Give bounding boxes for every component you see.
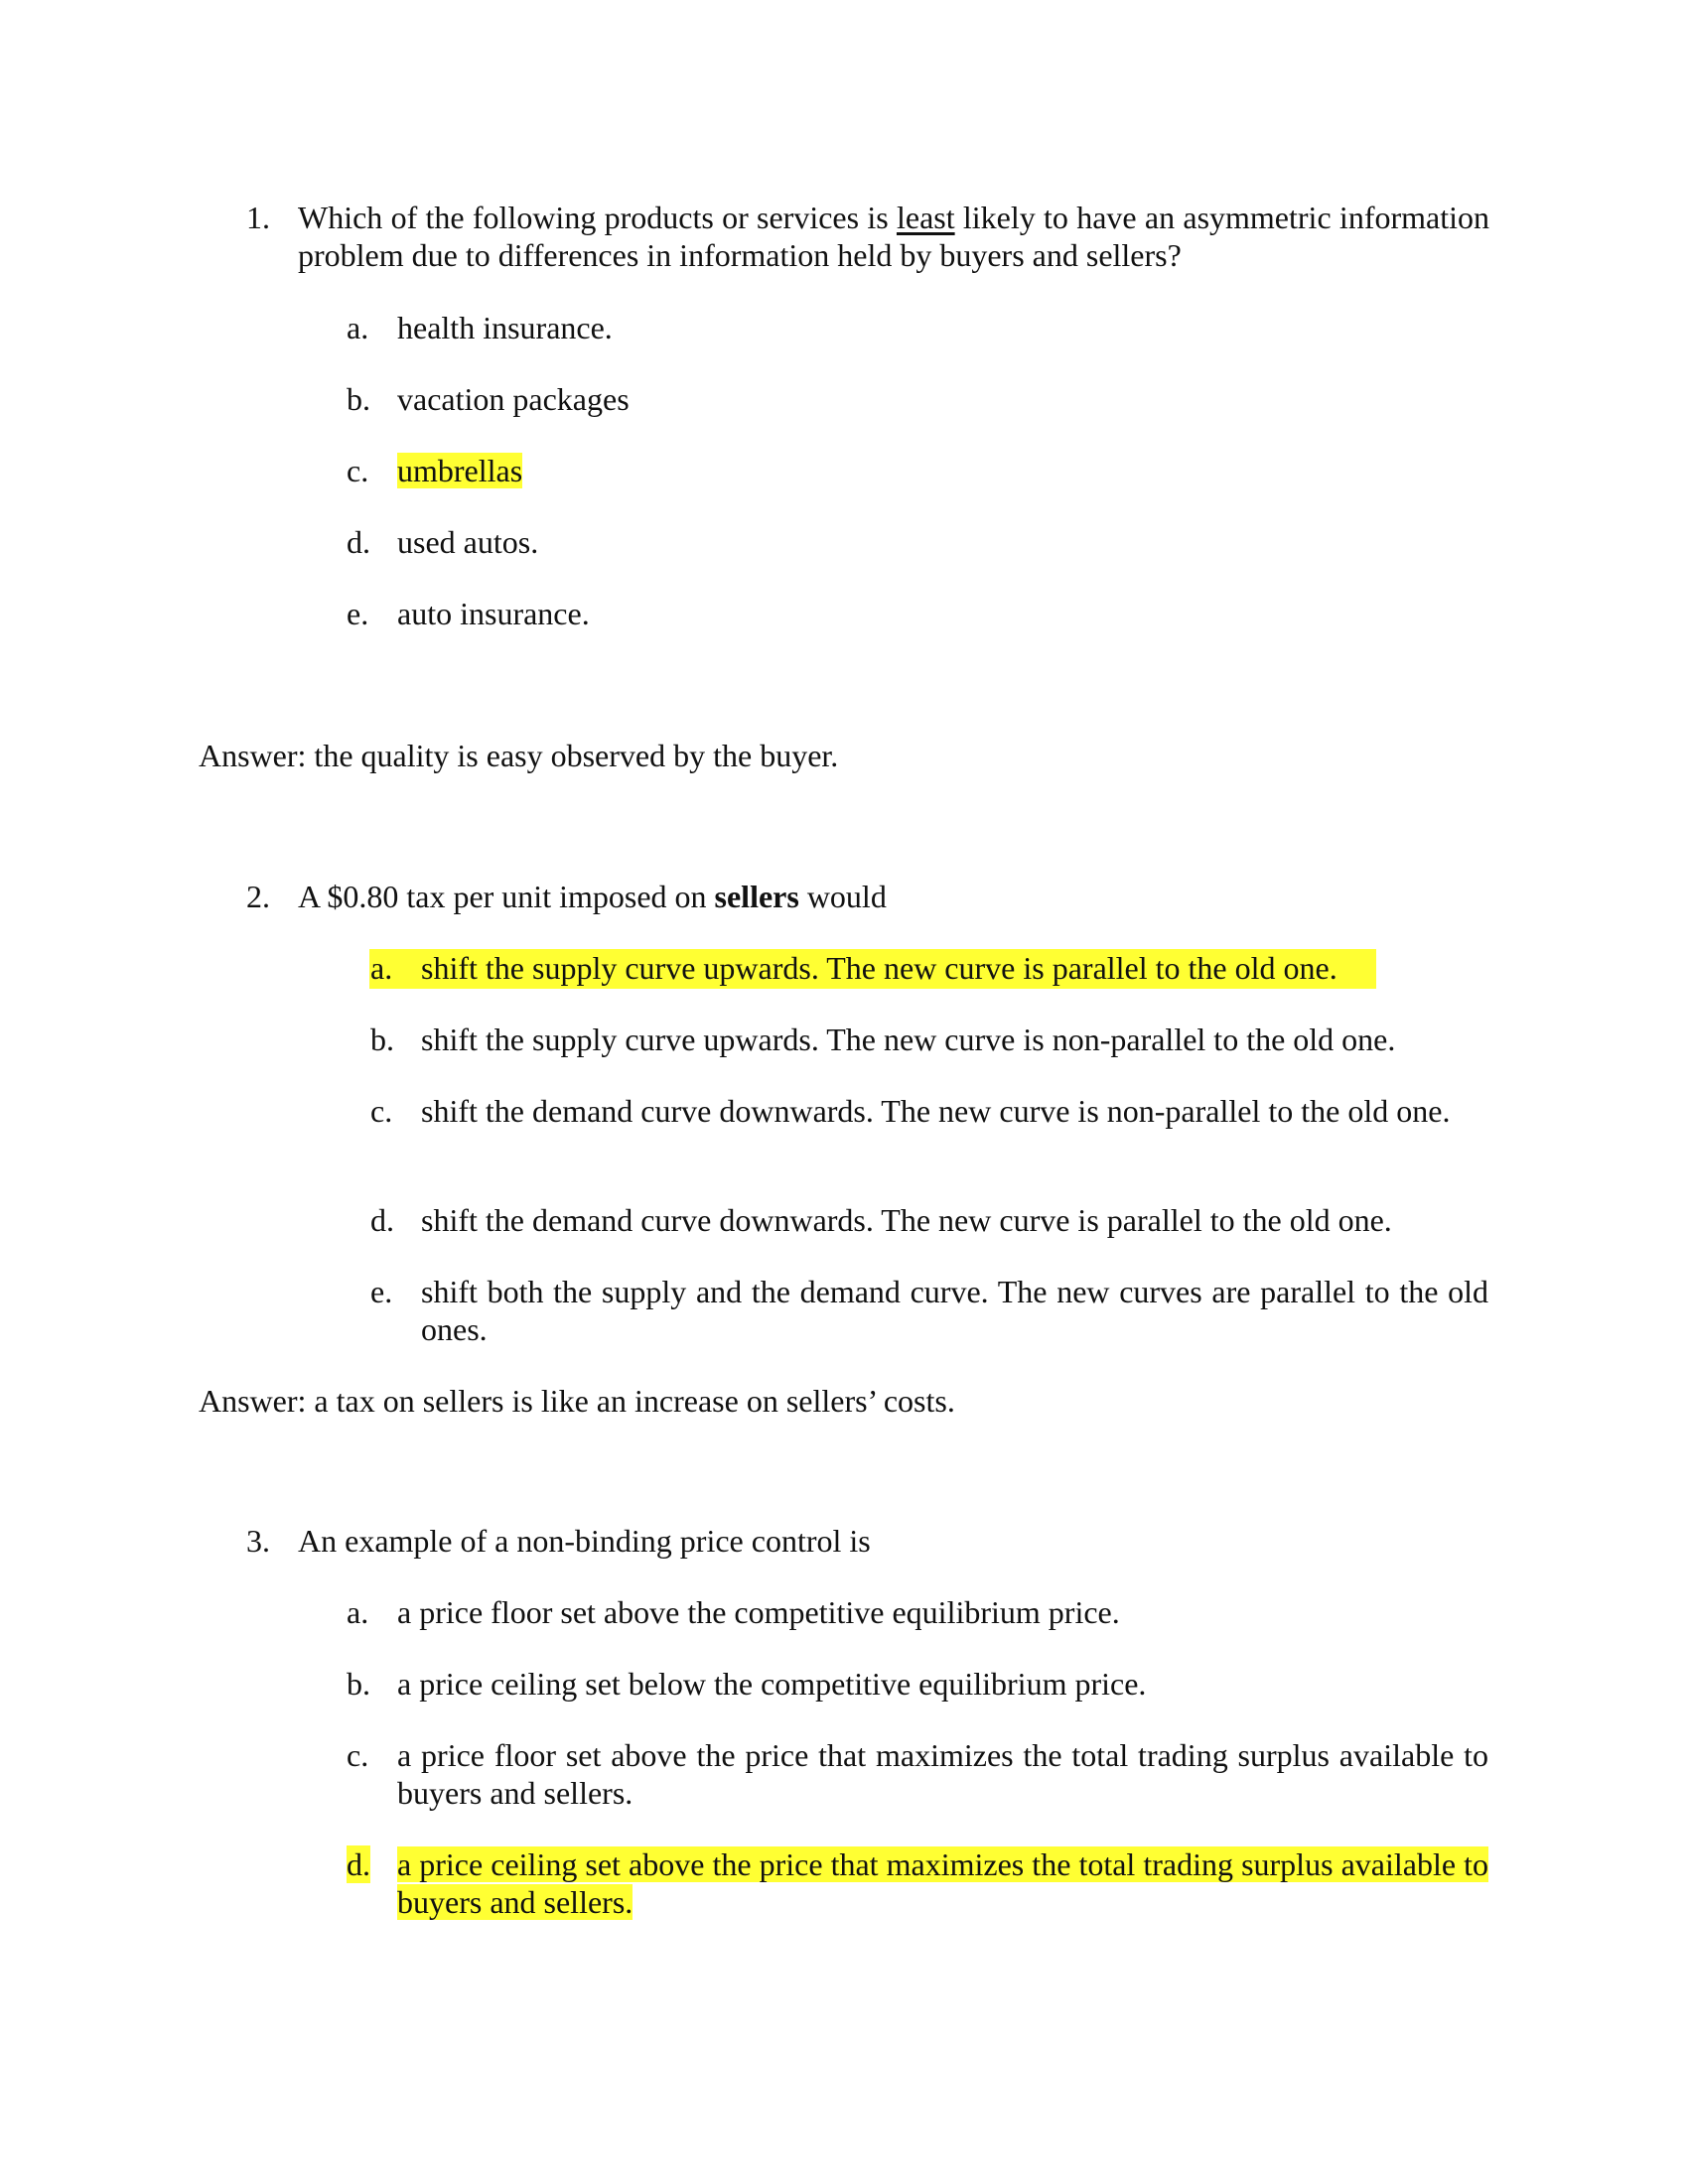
option-3c bbox=[347, 1736, 1488, 1812]
option-letter: a. bbox=[347, 310, 369, 345]
question-2 bbox=[246, 878, 1489, 915]
question-number: 3. bbox=[246, 1523, 270, 1559]
option-text: a price floor set above the price that maximizes the total trading surplus available to buyers and sellers. bbox=[397, 1737, 1488, 1811]
option-letter: d. bbox=[347, 1846, 370, 1882]
option-1c bbox=[347, 452, 1488, 489]
answer-2: Answer: a tax on sellers is like an increase on sellers’ costs. bbox=[199, 1383, 955, 1419]
option-text: vacation packages bbox=[397, 381, 630, 417]
option-1d bbox=[347, 523, 1488, 561]
emphasis-bold: sellers bbox=[714, 879, 799, 914]
option-1a bbox=[347, 309, 1488, 346]
option-2d bbox=[370, 1201, 1488, 1239]
answer-1: Answer: the quality is easy observed by the buyer. bbox=[199, 738, 839, 773]
highlighted-answer: umbrellas bbox=[397, 453, 523, 488]
question-text: An example of a non-binding price control is bbox=[298, 1523, 871, 1559]
question-text: Which of the following products or services is least likely to have an asymmetric information problem due to differences in information held by buyers and sellers? bbox=[298, 200, 1490, 273]
question-3 bbox=[246, 1522, 1489, 1560]
option-letter: e. bbox=[347, 596, 369, 631]
option-text: health insurance. bbox=[397, 310, 613, 345]
option-text: shift both the supply and the demand curve. The new curves are parallel to the old ones. bbox=[421, 1274, 1488, 1347]
option-1b bbox=[347, 380, 1488, 418]
option-text: a price floor set above the competitive equilibrium price. bbox=[397, 1594, 1120, 1630]
question-1 bbox=[246, 199, 1489, 274]
option-letter: d. bbox=[347, 524, 370, 560]
option-letter: c. bbox=[347, 453, 369, 488]
option-1e bbox=[347, 595, 1488, 632]
question-number: 2. bbox=[246, 879, 270, 914]
option-3b bbox=[347, 1665, 1488, 1703]
option-2a bbox=[370, 949, 1488, 987]
option-2e bbox=[370, 1273, 1488, 1348]
option-letter: a. bbox=[347, 1594, 369, 1630]
option-text: shift the demand curve downwards. The new curve is non-parallel to the old one. bbox=[421, 1093, 1451, 1129]
option-2b bbox=[370, 1021, 1488, 1058]
option-text: a price ceiling set below the competitive equilibrium price. bbox=[397, 1666, 1147, 1702]
highlighted-answer: a price ceiling set above the price that maximizes the total trading surplus available to buyers and sellers. bbox=[397, 1846, 1488, 1920]
option-3a bbox=[347, 1593, 1488, 1631]
option-letter: a. bbox=[370, 950, 393, 986]
option-text: shift the demand curve downwards. The new curve is parallel to the old one. bbox=[421, 1202, 1392, 1238]
option-text: shift the supply curve upwards. The new curve is parallel to the old one. bbox=[421, 950, 1337, 986]
option-letter: c. bbox=[370, 1093, 393, 1129]
option-text: shift the supply curve upwards. The new curve is non-parallel to the old one. bbox=[421, 1022, 1396, 1057]
question-text: A $0.80 tax per unit imposed on sellers would bbox=[298, 879, 887, 914]
option-text: used autos. bbox=[397, 524, 539, 560]
question-number: 1. bbox=[246, 200, 270, 235]
option-3d bbox=[347, 1845, 1488, 1921]
option-letter: e. bbox=[370, 1274, 393, 1309]
option-letter: b. bbox=[370, 1022, 394, 1057]
option-letter: c. bbox=[347, 1737, 369, 1773]
option-letter: d. bbox=[370, 1202, 394, 1238]
option-text: auto insurance. bbox=[397, 596, 590, 631]
option-2c bbox=[370, 1092, 1488, 1130]
emphasis-underlined: least bbox=[896, 200, 955, 235]
option-letter: b. bbox=[347, 381, 370, 417]
option-letter: b. bbox=[347, 1666, 370, 1702]
